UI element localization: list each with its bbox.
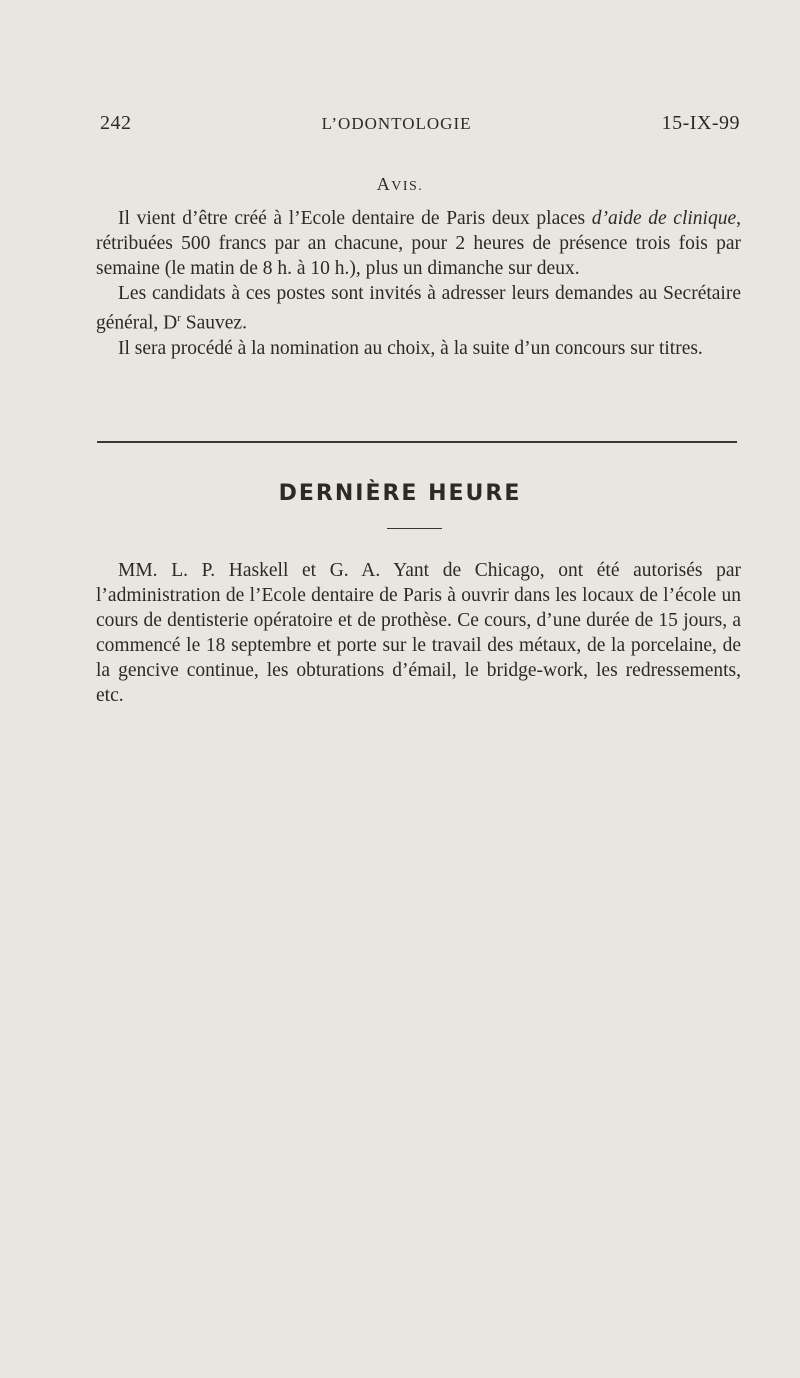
notice-paragraph (96, 206, 741, 281)
running-header (100, 112, 740, 135)
notice-p1-text-b: , rétribuées 500 francs par an chacune, pour 2 heures de présence trois fois par semaine (le matin de 8 h. à 10 h.), plus un dimanche sur deux. (96, 208, 741, 279)
notice-body (96, 206, 741, 361)
notice-p2-text-b: Sauvez. (180, 312, 247, 334)
notice-paragraph: Il sera procédé à la nomination au choix, à la suite d’un concours sur titres. (118, 337, 703, 359)
notice-p1-text-a: Il vient d’être créé à l’Ecole dentaire de Paris deux places (118, 208, 592, 229)
news-headline: DERNIÈRE HEURE (278, 481, 522, 506)
notice-title (0, 174, 800, 195)
notice-title-rest: VIS. (391, 179, 424, 194)
news-paragraph: MM. L. P. Haskell et G. A. Yant de Chicago, ont été autorisés par l’administration de l’Ecole dentaire de Paris à ouvrir dans les locaux de l’école un cours de dentisterie opératoire et de prothèse. Ce cours, d’une durée de 15 jours, a commencé le 18 septembre et porte sur le travail des métaux, de la porcelaine, de la gencive continue, les obturations d’émail, le bridge-work, les redressements, etc. (96, 560, 741, 706)
notice-p2-sup: r (177, 312, 181, 324)
issue-date: 15-IX-99 (661, 112, 740, 134)
notice-title-initial: A (376, 174, 392, 194)
journal-title: L’ODONTOLOGIE (321, 114, 472, 133)
section-divider (97, 441, 737, 443)
notice-paragraph (96, 281, 741, 336)
notice-p2-text-a: Les candidats à ces postes sont invités à adresser leurs demandes au Secrétaire général, D (96, 283, 741, 334)
news-body (96, 558, 741, 708)
page-number: 242 (100, 112, 132, 134)
headline-underline (387, 528, 442, 529)
notice-p1-italic: d’aide de clinique (591, 208, 737, 229)
